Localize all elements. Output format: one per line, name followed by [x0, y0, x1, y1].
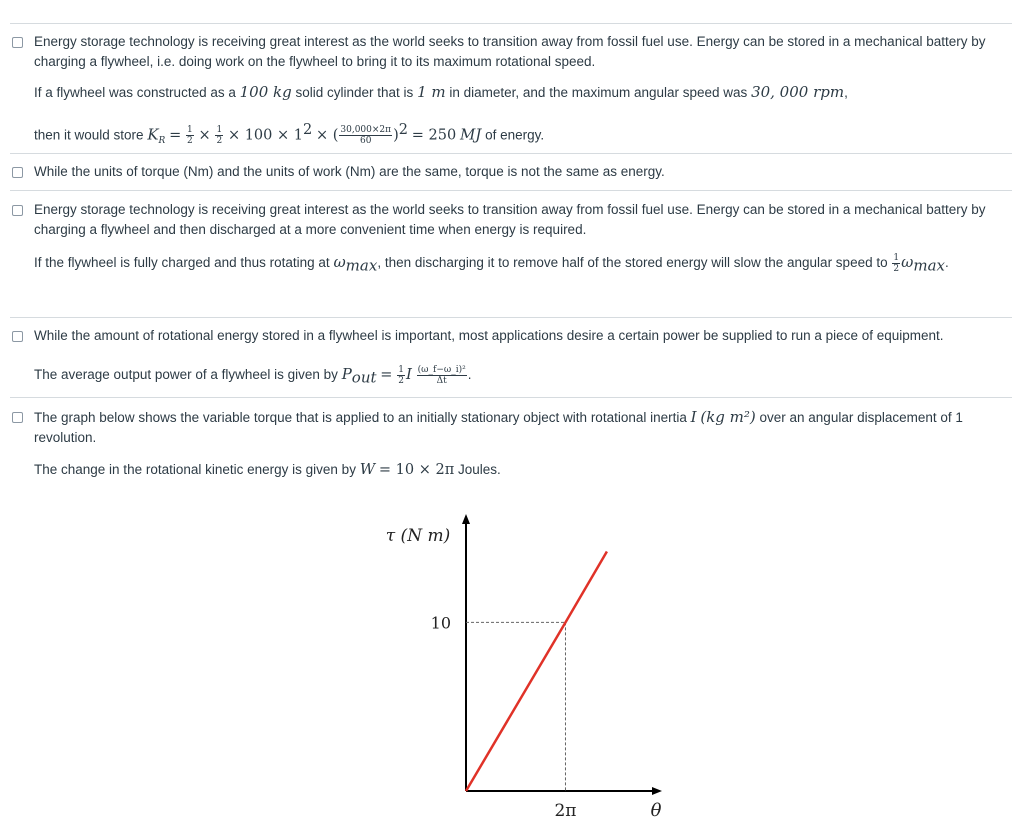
math-speed: 30, 000 rpm	[751, 83, 845, 101]
fraction: $\frac{1}{2}$	[893, 252, 900, 274]
statement-checkbox[interactable]	[12, 412, 23, 423]
statement-paragraph: If the flywheel is fully charged and thus rotating at $\omega_{max}$, then discharging it to remove half of the stored energy will slow the angular speed to $\frac{1}{2}$ $\omega_{max}$.	[34, 252, 949, 275]
y-axis-label: τ (N m)	[385, 526, 451, 546]
x-axis-arrow	[652, 787, 662, 795]
divider	[10, 397, 1012, 398]
fraction: $\frac{1}{2}$	[187, 125, 193, 147]
fraction: $\frac{\text{(ω\_f−ω\_i)²}}{\Delta t}$	[417, 364, 466, 386]
statement-paragraph: Energy storage technology is receiving great interest as the world seeks to transition away from fossil fuel use. Energy can be stored in a mechanical battery by charging a flywheel and then discharged at a more convenient time when energy is required.	[34, 202, 986, 237]
divider	[10, 153, 1012, 154]
y-tick-label: 10	[430, 613, 451, 633]
statement-paragraph: While the units of torque (Nm) and the units of work (Nm) are the same, torque is not the same as energy.	[34, 164, 665, 179]
statement-equation: then it would store $K_R$ = $\frac{1}{2}$ × $\frac{1}{2}$ × $100 \times 1^2$ × ( $\frac{30,000\times 2\pi}{60}$ )$^2$ = 250 MJ of energy.	[34, 122, 545, 147]
math-diameter: 1 m	[417, 83, 446, 101]
fraction: $\frac{1}{2}$	[398, 364, 404, 386]
divider	[10, 317, 1012, 318]
fraction: $\frac{1}{2}$	[216, 125, 223, 147]
statement-checkbox[interactable]	[12, 331, 23, 342]
statement-checkbox[interactable]	[12, 167, 23, 178]
divider	[10, 23, 1012, 24]
statement-checkbox[interactable]	[12, 37, 23, 48]
math-mass: 100 kg	[239, 83, 292, 101]
statement-paragraph: While the amount of rotational energy stored in a flywheel is important, most applications desire a certain power be supplied to run a piece of equipment.	[34, 328, 944, 343]
x-axis-label: θ	[650, 800, 662, 821]
statement-paragraph: The change in the rotational kinetic energy is given by W = 10 × 2π Joules.	[34, 460, 501, 478]
x-tick-label: 2π	[554, 801, 577, 821]
fraction: $\frac{30,000\times 2\pi}{60}$	[340, 125, 392, 147]
statement-paragraph: The graph below shows the variable torque that is applied to an initially stationary object with rotational inertia I (kg m²) over an angular displacement of 1 revolution.	[34, 408, 963, 445]
divider	[10, 190, 1012, 191]
statement-equation: The average output power of a flywheel is given by $P_{out}$ = $\frac{1}{2}$ I $\frac{\text{(ω\_f−ω\_i)²}}{\Delta t}$ .	[34, 364, 472, 387]
statement-paragraph: If a flywheel was constructed as a 100 kg solid cylinder that is 1 m in diameter, and the maximum angular speed was 30, 000 rpm,	[34, 83, 848, 101]
y-axis-arrow	[462, 514, 470, 524]
torque-series-line	[466, 552, 607, 792]
statement-paragraph: Energy storage technology is receiving great interest as the world seeks to transition away from fossil fuel use. Energy can be stored in a mechanical battery by charging a flywheel, i.e. doing work on the flywheel to bring it to its maximum rotational speed.	[34, 34, 986, 69]
statement-checkbox[interactable]	[12, 205, 23, 216]
